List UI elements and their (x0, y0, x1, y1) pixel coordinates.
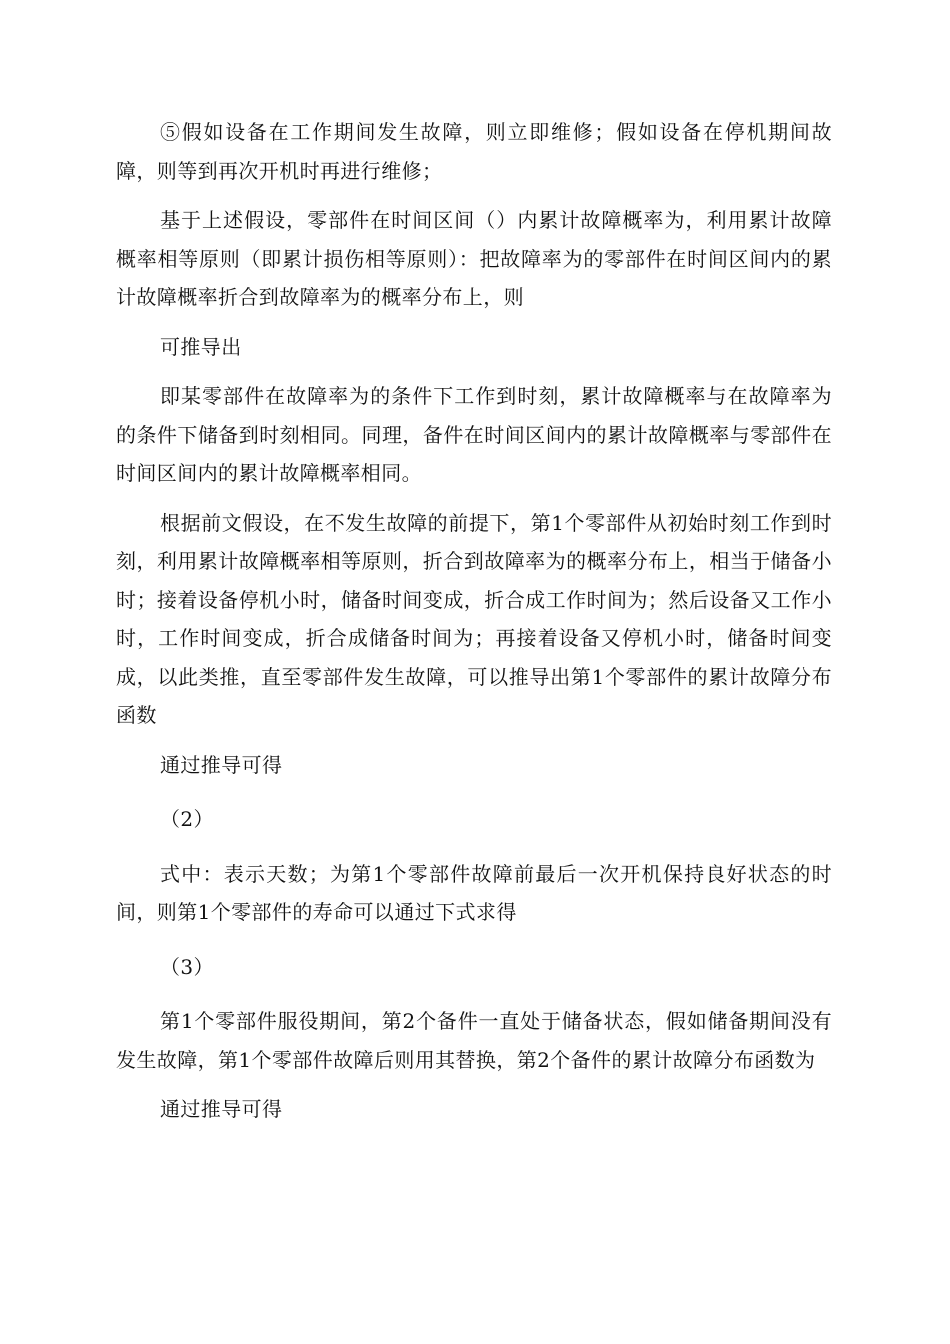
equation-number-2: （2） (160, 807, 214, 831)
paragraph-first-component: 根据前文假设，在不发生故障的前提下，第1个零部件从初始时刻工作到时刻，利用累计故障概率相等原则，折合到故障率为的概率分布上，相当于储备小时；接着设备停机小时，储备时间变成，折合成工作时间为；然后设备又工作小时，工作时间变成，折合成储备时间为；再接着设备又停机小时，储备时间变成，以此类推，直至零部件发生故障，可以推导出第1个零部件的累计故障分布函数 (116, 510, 832, 727)
paragraph-derivation-result-2: 通过推导可得 (160, 1097, 283, 1121)
paragraph-derivation-result: 通过推导可得 (160, 752, 283, 777)
document-body (116, 113, 832, 1129)
paragraph-equivalence: 即某零部件在故障率为的条件下工作到时刻，累计故障概率与在故障率为的条件下储备到时刻相同。同理，备件在时间区间内的累计故障概率与零部件在时间区间内的累计故障概率相同。 (116, 384, 832, 485)
paragraph-derivation-intro: 可推导出 (160, 334, 242, 359)
paragraph-cumulative-failure: 基于上述假设，零部件在时间区间（）内累计故障概率为，利用累计故障概率相等原则（即累计损伤相等原则）：把故障率为的零部件在时间区间内的累计故障概率折合到故障率为的概率分布上，则 (116, 208, 832, 309)
paragraph-assumption-5: ⑤假如设备在工作期间发生故障，则立即维修；假如设备在停机期间故障，则等到再次开机时再进行维修； (116, 120, 832, 183)
paragraph-lifetime: 式中：表示天数；为第1个零部件故障前最后一次开机保持良好状态的时间，则第1个零部件的寿命可以通过下式求得 (116, 861, 832, 924)
equation-number-3: （3） (160, 954, 214, 979)
paragraph-second-spare: 第1个零部件服役期间，第2个备件一直处于储备状态，假如储备期间没有发生故障，第1个零部件故障后则用其替换，第2个备件的累计故障分布函数为 (116, 1009, 832, 1072)
